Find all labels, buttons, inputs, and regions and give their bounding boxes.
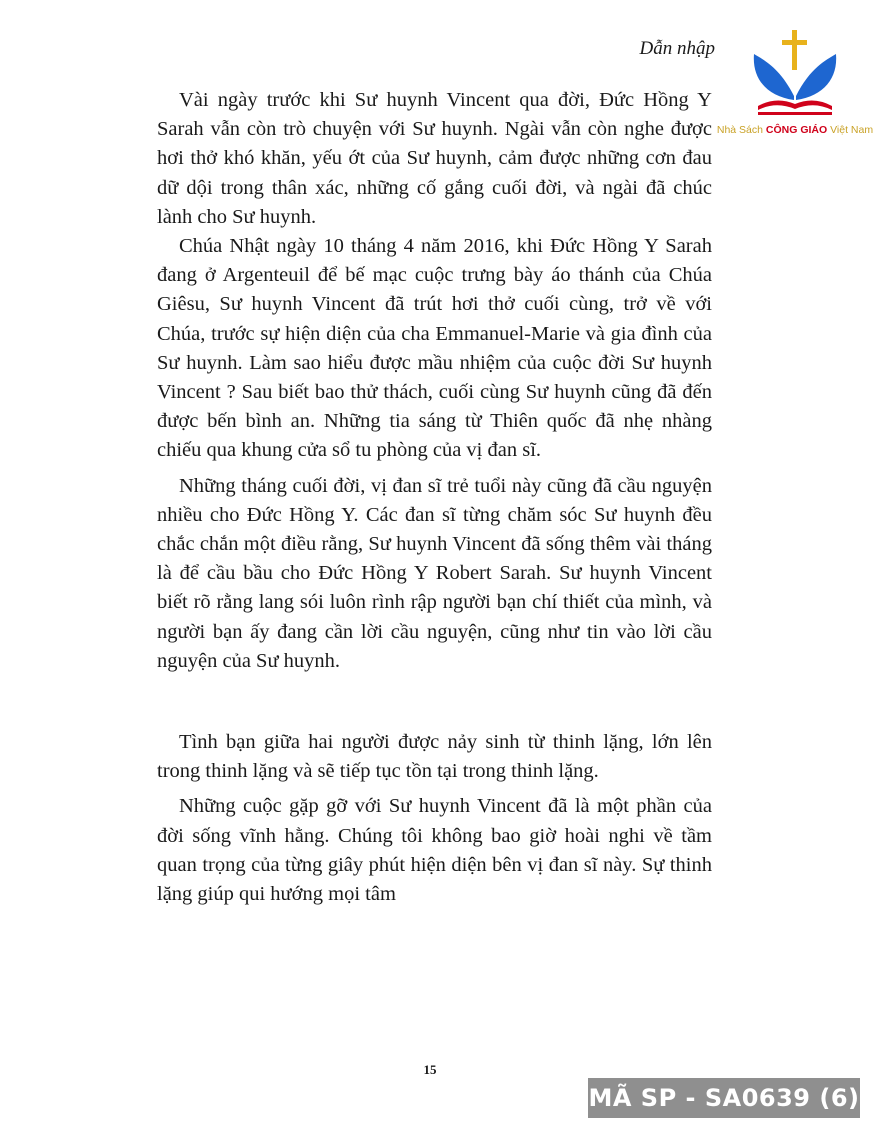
paragraph-3: Những tháng cuối đời, vị đan sĩ trẻ tuổi này cũng đã cầu nguyện nhiều cho Đức Hồng Y. Các đan sĩ từng chăm sóc Sư huynh đều chắc chắn một điều rằng, Sư huynh Vincent đã sống thêm vài tháng là để cầu bầu cho Đức Hồng Y Robert Sarah. Sư huynh Vincent biết rõ rằng lang sói luôn rình rập người bạn chí thiết của mình, và người bạn ấy đang cần lời cầu nguyện, cũng như tin vào lời cầu nguyện của Sư huynh. [157,474,712,672]
page-number: 15 [423,1062,437,1077]
paragraph-1: Vài ngày trước khi Sư huynh Vincent qua đời, Đức Hồng Y Sarah vẫn còn trò chuyện với Sư huynh. Ngài vẫn còn nghe được hơi thở khó khăn, yếu ớt của Sư huynh, cảm được những cơn đau dữ dội trong thân xác, những cố gắng cuối đời, và ngài đã chúc lành cho Sư huynh. [157,89,712,228]
logo-caption [715,124,875,136]
paragraph-2: Chúa Nhật ngày 10 tháng 4 năm 2016, khi Đức Hồng Y Sarah đang ở Argenteuil để bế mạc cuộc trưng bày áo thánh của Chúa Giêsu, Sư huynh Vincent đã trút hơi thở cuối cùng, trở về với Chúa, trước sự hiện diện của cha Emmanuel-Marie và gia đình của Sư huynh. Làm sao hiểu được mầu nhiệm của cuộc đời Sư huynh Vincent ? Sau biết bao thử thách, cuối cùng Sư huynh cũng đã đến được bến bình an. Những tia sáng từ Thiên quốc đã nhẹ nhàng chiếu qua khung cửa sổ tu phòng của vị đan sĩ. [157,235,712,462]
logo-caption-part2: CÔNG GIÁO [765,124,828,136]
logo-caption-part3: Việt Nam [830,124,874,136]
cross-dove-book-logo-icon [750,30,840,122]
paragraph-4: Tình bạn giữa hai người được nảy sinh từ thinh lặng, lớn lên trong thinh lặng và sẽ tiếp tục tồn tại trong thinh lặng. [157,731,712,783]
paragraph-5: Những cuộc gặp gỡ với Sư huynh Vincent đã là một phần của đời sống vĩnh hằng. Chúng tôi không bao giờ hoài nghi về tầm quan trọng của từng giây phút hiện diện bên vị đan sĩ này. Sự thinh lặng giúp qui hướng mọi tâm [157,795,712,906]
publisher-logo [715,30,875,148]
body-text [157,86,712,909]
logo-caption-part1: Nhà Sách [716,124,763,136]
sku-badge: MÃ SP - SA0639 (6) [588,1078,860,1118]
running-title: Dẫn nhập [639,38,715,59]
